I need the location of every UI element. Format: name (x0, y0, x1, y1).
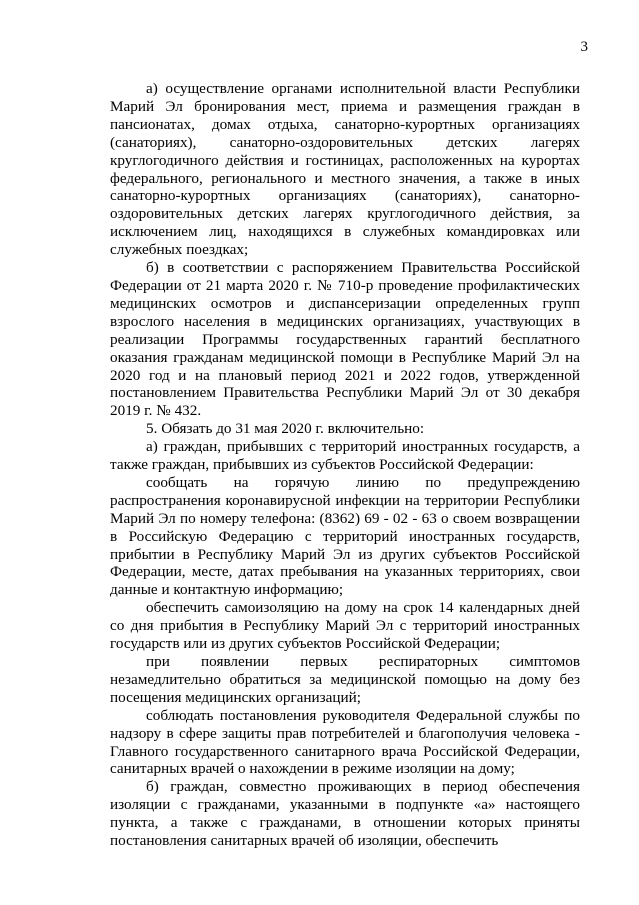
paragraph-symptoms: при появлении первых респираторных симптомов незамедлительно обратиться за медицинской помощью на дому без посещения медицинских организаций; (110, 653, 580, 706)
paragraph-5-obligation-heading: 5. Обязать до 31 мая 2020 г. включительно: (146, 420, 425, 438)
paragraph-5a-arrived-citizens: а) граждан, прибывших с территорий иностранных государств, а также граждан, прибывших из субъектов Российской Федерации: (110, 438, 580, 474)
paragraph-self-isolation: обеспечить самоизоляцию на дому на срок 14 календарных дней со дня прибытия в Республику Марий Эл с территорий иностранных государств или из других субъектов Российской Федерации; (110, 599, 580, 653)
paragraph-comply-regulations: соблюдать постановления руководителя Федеральной службы по надзору в сфере защиты прав потребителей и благополучия человека - Главного государственного санитарного врача Российской Федерации, санитарных врачей о нахождении в режиме изоляции на дому; (110, 706, 580, 778)
paragraph-4b-medical-checkups: б) в соответствии с распоряжением Правительства Российской Федерации от 21 марта 2020 г. № 710-р проведение профилактических медицинских осмотров и диспансеризации определенных групп взрослого населения в медицинских организациях, участвующих в реализации Программы государственных гарантий бесплатного оказания гражданам медицинской помощи в Республике Марий Эл на 2020 год и на плановый период 2021 и 2022 годов, утвержденной постановлением Правительства Республики Марий Эл от 30 декабря 2019 г. № 432. (110, 259, 580, 420)
page-number: 3 (580, 39, 588, 55)
paragraph-hotline-report: сообщать на горячую линию по предупреждению распространения коронавирусной инфекции на территории Республики Марий Эл по номеру телефона: (8362) 69 - 02 - 63 о своем возвращении в Российскую Федерацию с территорий иностранных государств, прибытии в Республику Марий Эл из других субъектов Российской Федерации, месте, датах пребывания на указанных территориях, свои данные и контактную информацию; (110, 473, 580, 599)
paragraph-5b-cohabitants: б) граждан, совместно проживающих в период обеспечения изоляции с гражданами, указанными в подпункте «а» настоящего пункта, а также с гражданами, в отношении которых приняты постановления санитарных врачей об изоляции, обеспечить (110, 778, 580, 850)
document-body (110, 80, 580, 850)
paragraph-4a-resort-booking: а) осуществление органами исполнительной власти Республики Марий Эл бронирования мест, приема и размещения граждан в пансионатах, домах отдыха, санаторно-курортных организациях (санаториях), санаторно-оздоровительных детских лагерях круглогодичного действия и гостиницах, расположенных на курортах федерального, регионального и местного значения, а также в иных санаторно-курортных организациях (санаториях), санаторно-оздоровительных детских лагерях круглогодичного действия, за исключением лиц, находящихся в служебных командировках или служебных поездках; (110, 80, 580, 259)
